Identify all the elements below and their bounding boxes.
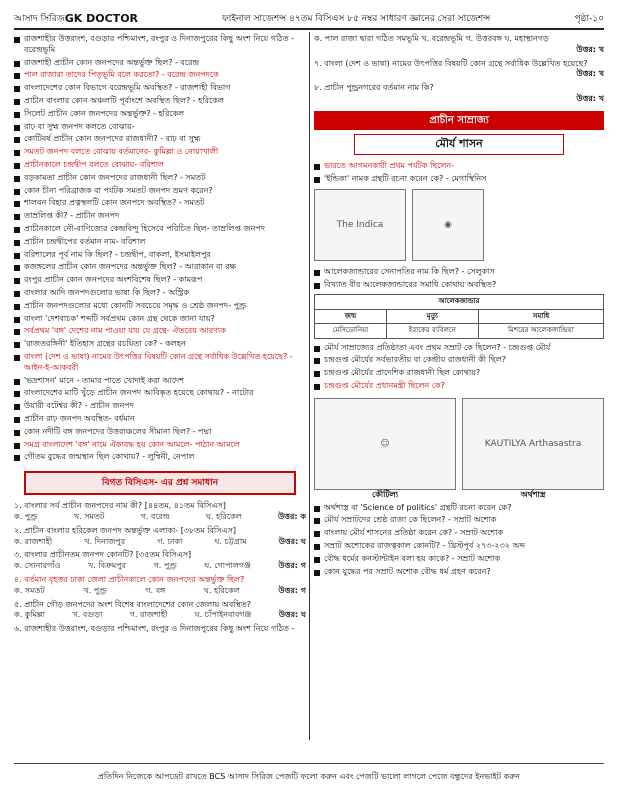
item-text: উয়ারী বটেশ্বর কী? - প্রাচীন জনপদ	[24, 401, 134, 411]
list-item	[14, 301, 306, 312]
bullet-icon	[14, 137, 20, 143]
kautilya-caption: কৌটিল্য	[371, 489, 399, 499]
table-header: জন্ম	[315, 309, 387, 323]
mcq-item	[14, 550, 306, 572]
bullet-icon	[14, 73, 20, 79]
list-item	[314, 541, 604, 552]
item-text: প্রাচীনকালে চন্দ্রদ্বীপ বলতে বোঝায়- বরিশাল	[24, 159, 164, 169]
left-column	[14, 32, 306, 740]
bullet-icon	[314, 164, 320, 170]
right-items-rest	[314, 343, 604, 392]
list-item	[14, 160, 306, 171]
header-center: GK DOCTOR	[64, 11, 139, 25]
item-text: বাংলা 'দেশবাচক' শব্দটি সর্বপ্রথম কোন গ্রন্থ থেকে জানা যায়?	[24, 313, 215, 323]
list-item	[14, 288, 306, 299]
kautilya-card	[314, 398, 456, 501]
item-text: রাঢ় বা সুহ্ম জনপদ কলতে বোঝায়-	[24, 121, 135, 131]
item-text: চন্দ্রগুপ্ত মৌর্যের সর্বভারতীয় বা কেন্দ্রীয় রাজধানী কী ছিল?	[324, 355, 506, 365]
list-item	[14, 109, 306, 120]
item-text: পাল রাজারা তাদের পিতৃভূমি বলে করতো? - বরেন্দ্র জনপদকে	[24, 70, 219, 80]
bullet-icon	[314, 557, 320, 563]
bullet-icon	[314, 384, 320, 390]
list-item	[314, 280, 604, 291]
item-text: 'ভদ্রশাসন' মানে - তামার পাতে খোদাই করা আদেশ	[24, 375, 184, 385]
mcq-question: ২. প্রাচীন বাংলার হরিকেল জনপদ অন্তর্ভুক্ত এলাকা- [৩৮তম বিসিএস]	[14, 525, 236, 535]
item-text: বাংলাদেশের কোন বিভাগে বরেন্দ্রভূমি অবস্থিত? - রাজশাহী বিভাগ	[24, 83, 231, 93]
bullet-icon	[314, 283, 320, 289]
bullet-icon	[14, 214, 20, 220]
list-item	[14, 314, 306, 325]
bullet-icon	[314, 531, 320, 537]
mcq-answer: উত্তর: ক	[278, 512, 306, 522]
list-item	[14, 262, 306, 273]
list-item	[314, 528, 604, 539]
mcq-option: খ. পুণ্ড্র	[83, 585, 107, 595]
bullet-icon	[14, 430, 20, 436]
list-item	[14, 186, 306, 197]
mcq-question: ৫. প্রাচীন গৌড় জনপদের অংশ বিশেষ বাংলাদেশের কোন জেলায় অবস্থিত?	[14, 599, 251, 609]
list-item	[314, 381, 604, 392]
mcq-answer: উত্তর: গ	[278, 585, 306, 595]
list-item	[14, 198, 306, 209]
arthashastra-card	[462, 398, 604, 501]
mcq-item	[314, 59, 604, 81]
mcq-option: ক. পুণ্ড্র	[14, 512, 38, 522]
item-text: প্রাচীন বাংলার কোন অঞ্চলটি পূর্বাংশে অবস্থিত ছিল? - হরিকেল	[24, 95, 224, 105]
bullet-icon	[14, 37, 20, 43]
item-text: কজঙ্গলের প্রাচীন কোন জনপদের অন্তর্ভুক্ত ছিল? - আরাকান বা রক্ষ	[24, 262, 237, 272]
item-text: কোন যুদ্ধের পর সম্রাট অশোক বৌদ্ধ ধর্ম গ্রহণ করেন?	[324, 566, 491, 576]
mcq-question: ৮. প্রাচীন পুন্ড্রনগরের বর্তমান নাম কি?	[314, 83, 434, 93]
bullet-icon	[14, 278, 20, 284]
table-header: মৃত্যু	[386, 309, 478, 323]
mcq-question: ১. বাংলার সর্ব প্রাচীন জনপদের নাম কী? [৪৪তম, ৪১তম বিসিএস]	[14, 501, 226, 511]
mcq-option: খ. দিনাজপুর	[84, 536, 126, 546]
left-items	[14, 34, 306, 463]
item-text: বৌদ্ধ ধর্মের কনস্টান্টাইন বলা হয় কাকে? - সম্রাট অশোক	[324, 553, 501, 563]
bullet-icon	[314, 358, 320, 364]
bullet-icon	[14, 99, 20, 105]
mcq-option: ক. সমতট	[14, 585, 45, 595]
list-item	[14, 83, 306, 94]
item-text: 'রাজতরঙ্গিনী' ইতিহাস গ্রন্থের রচয়িতা কে? - কলহন	[24, 339, 186, 349]
mcq-question: ৪. বর্তমান বৃহত্তর ঢাকা জেলা প্রাচীনকালে কোন জনপদের অন্তর্ভুক্ত ছিল?	[14, 575, 245, 585]
mcq-option: খ. বিক্রমপুর	[88, 561, 127, 571]
mcq-options	[14, 610, 306, 621]
list-item	[14, 96, 306, 107]
mcq-option: ক. কুমিল্লা	[14, 610, 46, 620]
bullet-icon	[14, 86, 20, 92]
right-top-mcq	[314, 34, 604, 105]
bullet-icon	[14, 150, 20, 156]
mcq-options	[14, 512, 306, 523]
item-text: প্রাচীন রাঢ় জনপদ অবস্থিত- বর্ধমান	[24, 413, 135, 423]
table-header: সমাধি	[478, 309, 603, 323]
mcq-option: ক. সোনারগাঁও	[14, 561, 61, 571]
mcq-item	[314, 83, 604, 105]
list-item	[14, 122, 306, 133]
section-subtitle: মৌর্য শাসন	[354, 134, 564, 155]
item-text: তাম্রলিপ্ত কী? - প্রাচীন জনপদ	[24, 211, 120, 221]
mcq-answer: উত্তর: গ	[278, 561, 306, 571]
bullet-icon	[314, 346, 320, 352]
item-text: বাংলা (দেশ ও ভাষা) নামের উৎপত্তির বিষয়টি কোন গ্রন্থে সর্বাধিক উল্লেখিত হয়েছে? - আইন-ই-আকবরী	[24, 351, 293, 372]
mcq-answer: উত্তর: ঘ	[278, 536, 306, 546]
list-item	[314, 343, 604, 354]
mcq-option: ঘ. গোপালগঞ্জ	[204, 561, 251, 571]
item-text: অর্থশাস্ত্র বা 'Science of politics' গ্রন্থটি রচনা করেন কে?	[324, 502, 512, 512]
list-item	[14, 58, 306, 69]
bullet-icon	[14, 227, 20, 233]
list-item	[14, 34, 306, 56]
list-item	[14, 211, 306, 222]
list-item	[314, 174, 604, 185]
mcq-option: খ. সমতট	[73, 512, 105, 522]
table-cell: মেসিডোনিয়া	[315, 324, 387, 338]
mcq-option: ঘ. হরিকেল	[205, 512, 242, 522]
mcq-item	[14, 600, 306, 622]
item-text: বাংলার আদি জনপদগুলোর ভাষা কি ছিল? - অস্ট্রিক	[24, 287, 190, 297]
item-text: বড়কামতা প্রাচীন কোন জনপদের রাজধানী ছিল? - সমতট	[24, 172, 206, 182]
table-cell: ইরাকের ব্যবিলনে	[386, 324, 478, 338]
list-item	[14, 147, 306, 158]
list-item	[14, 452, 306, 463]
alexander-table	[314, 294, 604, 338]
bullet-icon	[14, 355, 20, 361]
arthashastra-image: KAUTILYA Arthasastra	[462, 398, 604, 490]
header-left: আসাদ সিরিজ	[14, 13, 65, 24]
kautilya-row	[314, 398, 604, 501]
item-text: 'ইন্ডিকা' নামক গ্রন্থটি রচনা করেন কে? - মেগাস্থিনিস	[324, 173, 487, 183]
item-text: বাংলাদেশের মাটি খুঁড়ে প্রাচীন জনপদ আবিষ্কৃত হয়েছে কোথায়? - নাটোর	[24, 388, 254, 398]
bullet-icon	[314, 570, 320, 576]
exam-title: বিগত বিসিএস- এর প্রশ্ন সমাধান	[24, 471, 296, 495]
mcq-question: ৭. বাংলা (দেশ ও ভাষা) নামের উৎপত্তির বিষয়টি কোন গ্রন্থে সর্বাধিক উল্লেখিত হয়েছে?	[314, 58, 588, 68]
bullet-icon	[14, 61, 20, 67]
mcq-options	[14, 537, 306, 548]
list-item	[14, 339, 306, 350]
mcq-option: ক. রাজশাহী	[14, 536, 53, 546]
bullet-icon	[14, 443, 20, 449]
mcq-item	[314, 34, 604, 56]
mcq-option: ঘ. চট্টগ্রাম	[214, 536, 247, 546]
item-text: কোন চীনা পরিব্রাজক বা পর্যটক সমতট জনপদ ভ্রমণ করেন?	[24, 185, 213, 195]
item-text: রাজশাহীর উত্তরাংশ, বগুড়ার পশ্চিমাংশ, রংপুর ও দিনাজপুরের কিছু অংশ নিয়ে গঠিত - বরেন্দ্রভূমি	[24, 34, 294, 54]
list-item	[14, 173, 306, 184]
item-text: গৌতম বুদ্ধের জন্মস্থান ছিল কোথায়? - লুম্বিনী, নেপাল	[24, 452, 195, 462]
list-item	[314, 515, 604, 526]
item-text: রংপুর প্রাচীন কোন জনপদের অংশবিশেষ ছিল? - কামরূপ	[24, 275, 203, 285]
item-text: সমগ্র বাংলাদেশ 'বঙ্গ' নামে ঐক্যবদ্ধ হয় কোন আমলে- পাঠান আমলে	[24, 439, 240, 449]
mcq-item	[14, 526, 306, 548]
list-item	[14, 376, 306, 387]
item-text: মৌর্য সাম্রাজ্যের প্রতিষ্ঠাতা এবং প্রথম সম্রাট কে ছিলেন? - চন্দ্রগুপ্ত মৌর্য	[324, 342, 551, 352]
mcq-option: খ. বগুড়া	[72, 610, 103, 620]
mcq-option: গ. পুণ্ড্র	[153, 561, 177, 571]
mcq-option: গ. বঙ্গ	[145, 585, 166, 595]
mcq-option: ঘ. হরিকেল	[204, 585, 240, 595]
list-item	[14, 440, 306, 451]
image-row	[314, 189, 604, 261]
item-text: ভারতে আগমনকারী প্রথম পর্যটক ছিলেন-	[324, 161, 455, 171]
item-text: বিখ্যাত বীর আলেকজান্ডারের সমাধি কোথায় অবস্থিত?	[324, 279, 497, 289]
bullet-icon	[14, 379, 20, 385]
table-title: আলেকজান্ডার	[315, 295, 604, 309]
mcq-item	[14, 624, 306, 635]
section-title: প্রাচীন সাম্রাজ্য	[314, 111, 604, 131]
mcq-answer: উত্তর: খ	[576, 93, 604, 103]
mcq-options	[14, 586, 306, 597]
bullet-icon	[14, 291, 20, 297]
list-item	[314, 355, 604, 366]
item-text: কোটিবর্ষ প্রাচীন কোন জনপদের রাজধানী? - রাঢ় বা সুহ্ম	[24, 134, 201, 144]
list-item	[14, 401, 306, 412]
bullet-icon	[314, 544, 320, 550]
kautilya-image: ☺	[314, 398, 456, 490]
list-item	[14, 326, 306, 337]
item-text: শালবন বিহার প্রত্নস্থলটি কোন জনপদে অবস্থিত? - সমতট	[24, 198, 205, 208]
mcq-question: ক. পাল রাজা দ্বারা গঠিত সমভূমি খ. বরেন্দ্রভূমি গ. উত্তরবঙ্গ ঘ. মহাস্থানগড়	[314, 34, 549, 43]
page-header	[14, 8, 604, 30]
item-text: কোন নদীটি বঙ্গ জনপদের উত্তরাঞ্চলের সীমানা ছিল? - পদ্মা	[24, 426, 212, 436]
item-text: রাজশাহী প্রাচীন কোন জনপদের অন্তর্ভুক্ত ছিল? - বরেন্দ্র	[24, 57, 199, 67]
bullet-icon	[14, 342, 20, 348]
list-item	[314, 161, 604, 172]
list-item	[14, 224, 306, 235]
bullet-icon	[314, 518, 320, 524]
list-item	[14, 414, 306, 425]
list-item	[314, 368, 604, 379]
item-text: মৌর্য সম্রাটদের শ্রেষ্ঠ রাজা কে ছিলেন? - সম্রাট অশোক	[324, 515, 497, 525]
item-text: বরিশালের পূর্ব নাম কি ছিল? - চন্দ্রদ্বীপ, বাকলা, ইসমাইলপুর	[24, 249, 211, 259]
mcq-option: ঘ. চাঁপাইনবাবগঞ্জ	[194, 610, 252, 620]
footer: প্রতিদিন নিজেকে আপডেট রাখতে BCS আসাদ সিরিজ পেজটি ফলো করুন এবং পেজটি ভালো লাগলে পেজে বন্ধুদের ইনভাইট করুন	[14, 763, 604, 790]
mcq-item	[14, 575, 306, 597]
item-text: প্রাচীন চন্দ্রদ্বীপের বর্তমান নাম- বরিশাল	[24, 236, 146, 246]
mcq-answer: উত্তর: খ	[576, 69, 604, 79]
indica-image: The Indica	[314, 189, 406, 261]
list-item	[14, 70, 306, 81]
bullet-icon	[314, 177, 320, 183]
right-column	[314, 32, 604, 740]
header-right: পৃষ্ঠা-১০	[574, 13, 604, 24]
bullet-icon	[14, 125, 20, 131]
right-items-end	[314, 503, 604, 578]
list-item	[14, 237, 306, 248]
bullet-icon	[14, 304, 20, 310]
mcq-answer: উত্তর: ঘ	[278, 610, 306, 620]
bullet-icon	[14, 329, 20, 335]
list-item	[314, 503, 604, 514]
item-text: চন্দ্রগুপ্ত মৌর্যের প্রধানমন্ত্রী ছিলেন কে?	[324, 381, 445, 391]
bullet-icon	[314, 506, 320, 512]
bullet-icon	[14, 417, 20, 423]
mcq-item	[14, 501, 306, 523]
list-item	[314, 267, 604, 278]
mcq-options	[14, 561, 306, 572]
bullet-icon	[14, 112, 20, 118]
mcq-question: ৩. বাংলার প্রাচীনতম জনপদ কোনটি? [৩৫তম বিসিএস]	[14, 550, 192, 560]
bullet-icon	[14, 189, 20, 195]
item-text: সমতট জনপদ বলতে বোঝায় বর্তমানের- কুমিল্লা ও নোয়াখালী	[24, 147, 219, 157]
column-divider	[309, 32, 310, 740]
item-text: সিলেট প্রাচীন কোন জনপদের অন্তর্ভুক্ত? - হরিকেল	[24, 108, 185, 118]
item-text: প্রাচীন জনপদগুলোর মধ্যে কোনটি সবচেয়ে সমৃদ্ধ ও শ্রেষ্ঠ জনপদ- পুণ্ড্র	[24, 300, 247, 310]
bullet-icon	[14, 455, 20, 461]
table-cell: মিশরের আলেকজান্দ্রিয়া	[478, 324, 603, 338]
item-text: সম্রাট অশোকের রাজত্বকাল কোনটি? - খ্রিস্টপূর্ব ২৭৩-২৩২ অব্দ	[324, 541, 526, 550]
bullet-icon	[14, 253, 20, 259]
mcq-list	[14, 501, 306, 635]
bullet-icon	[14, 391, 20, 397]
portrait-image: ◉	[412, 189, 484, 261]
item-text: প্রাচীনকালে নৌ-বাণিজ্যের কেন্দ্রবিন্দু হিসেবে পরিচিত ছিল- তাম্রলিপ্ত জনপদ	[24, 223, 266, 233]
mcq-question: ৬. রাজশাহীর উত্তরাংশ, বগুড়ার পশ্চিমাংশ, রংপুর ও দিনাজপুরের কিছু অংশ নিয়ে গঠিত -	[14, 624, 295, 634]
bullet-icon	[14, 240, 20, 246]
bullet-icon	[14, 201, 20, 207]
list-item	[14, 275, 306, 286]
header-subtitle: ফাইনাল সাজেশন্স ৪৭তম বিসিএস ৮৫ নম্বর সাধারণ জ্ঞানের সেরা সাজেশন্স	[222, 13, 491, 24]
list-item	[14, 427, 306, 438]
list-item	[314, 567, 604, 578]
item-text: বাংলায় মৌর্য শাসনের প্রতিষ্ঠা করেন কে? - সম্রাট অশোক	[324, 528, 504, 538]
arthashastra-caption: অর্থশাস্ত্র	[520, 489, 546, 499]
bullet-icon	[14, 317, 20, 323]
list-item	[14, 134, 306, 145]
bullet-icon	[314, 371, 320, 377]
list-item	[14, 352, 306, 374]
list-item	[314, 554, 604, 565]
bullet-icon	[14, 404, 20, 410]
mcq-answer: উত্তর: খ	[576, 44, 604, 54]
bullet-icon	[14, 163, 20, 169]
bullet-icon	[14, 176, 20, 182]
mcq-option: গ. রাজশাহী	[129, 610, 168, 620]
mcq-option: গ. বরেন্দ্র	[140, 512, 170, 522]
item-text: সর্বপ্রথম 'বঙ্গ' দেশের নাম পাওয়া যায় যে গ্রন্থে- ঐতরেয় আরণ্যক	[24, 326, 226, 336]
bullet-icon	[314, 270, 320, 276]
mcq-option: গ. ঢাকা	[157, 536, 183, 546]
bullet-icon	[14, 265, 20, 271]
item-text: চন্দ্রগুপ্ত মৌর্যের প্রাদেশিক রাজধানী ছিল কোথায়?	[324, 368, 481, 378]
list-item	[14, 250, 306, 261]
list-item	[14, 388, 306, 399]
item-text: আলেকজান্ডারের সেনাপতির নাম কি ছিল? - সেলুকাস	[324, 266, 495, 276]
